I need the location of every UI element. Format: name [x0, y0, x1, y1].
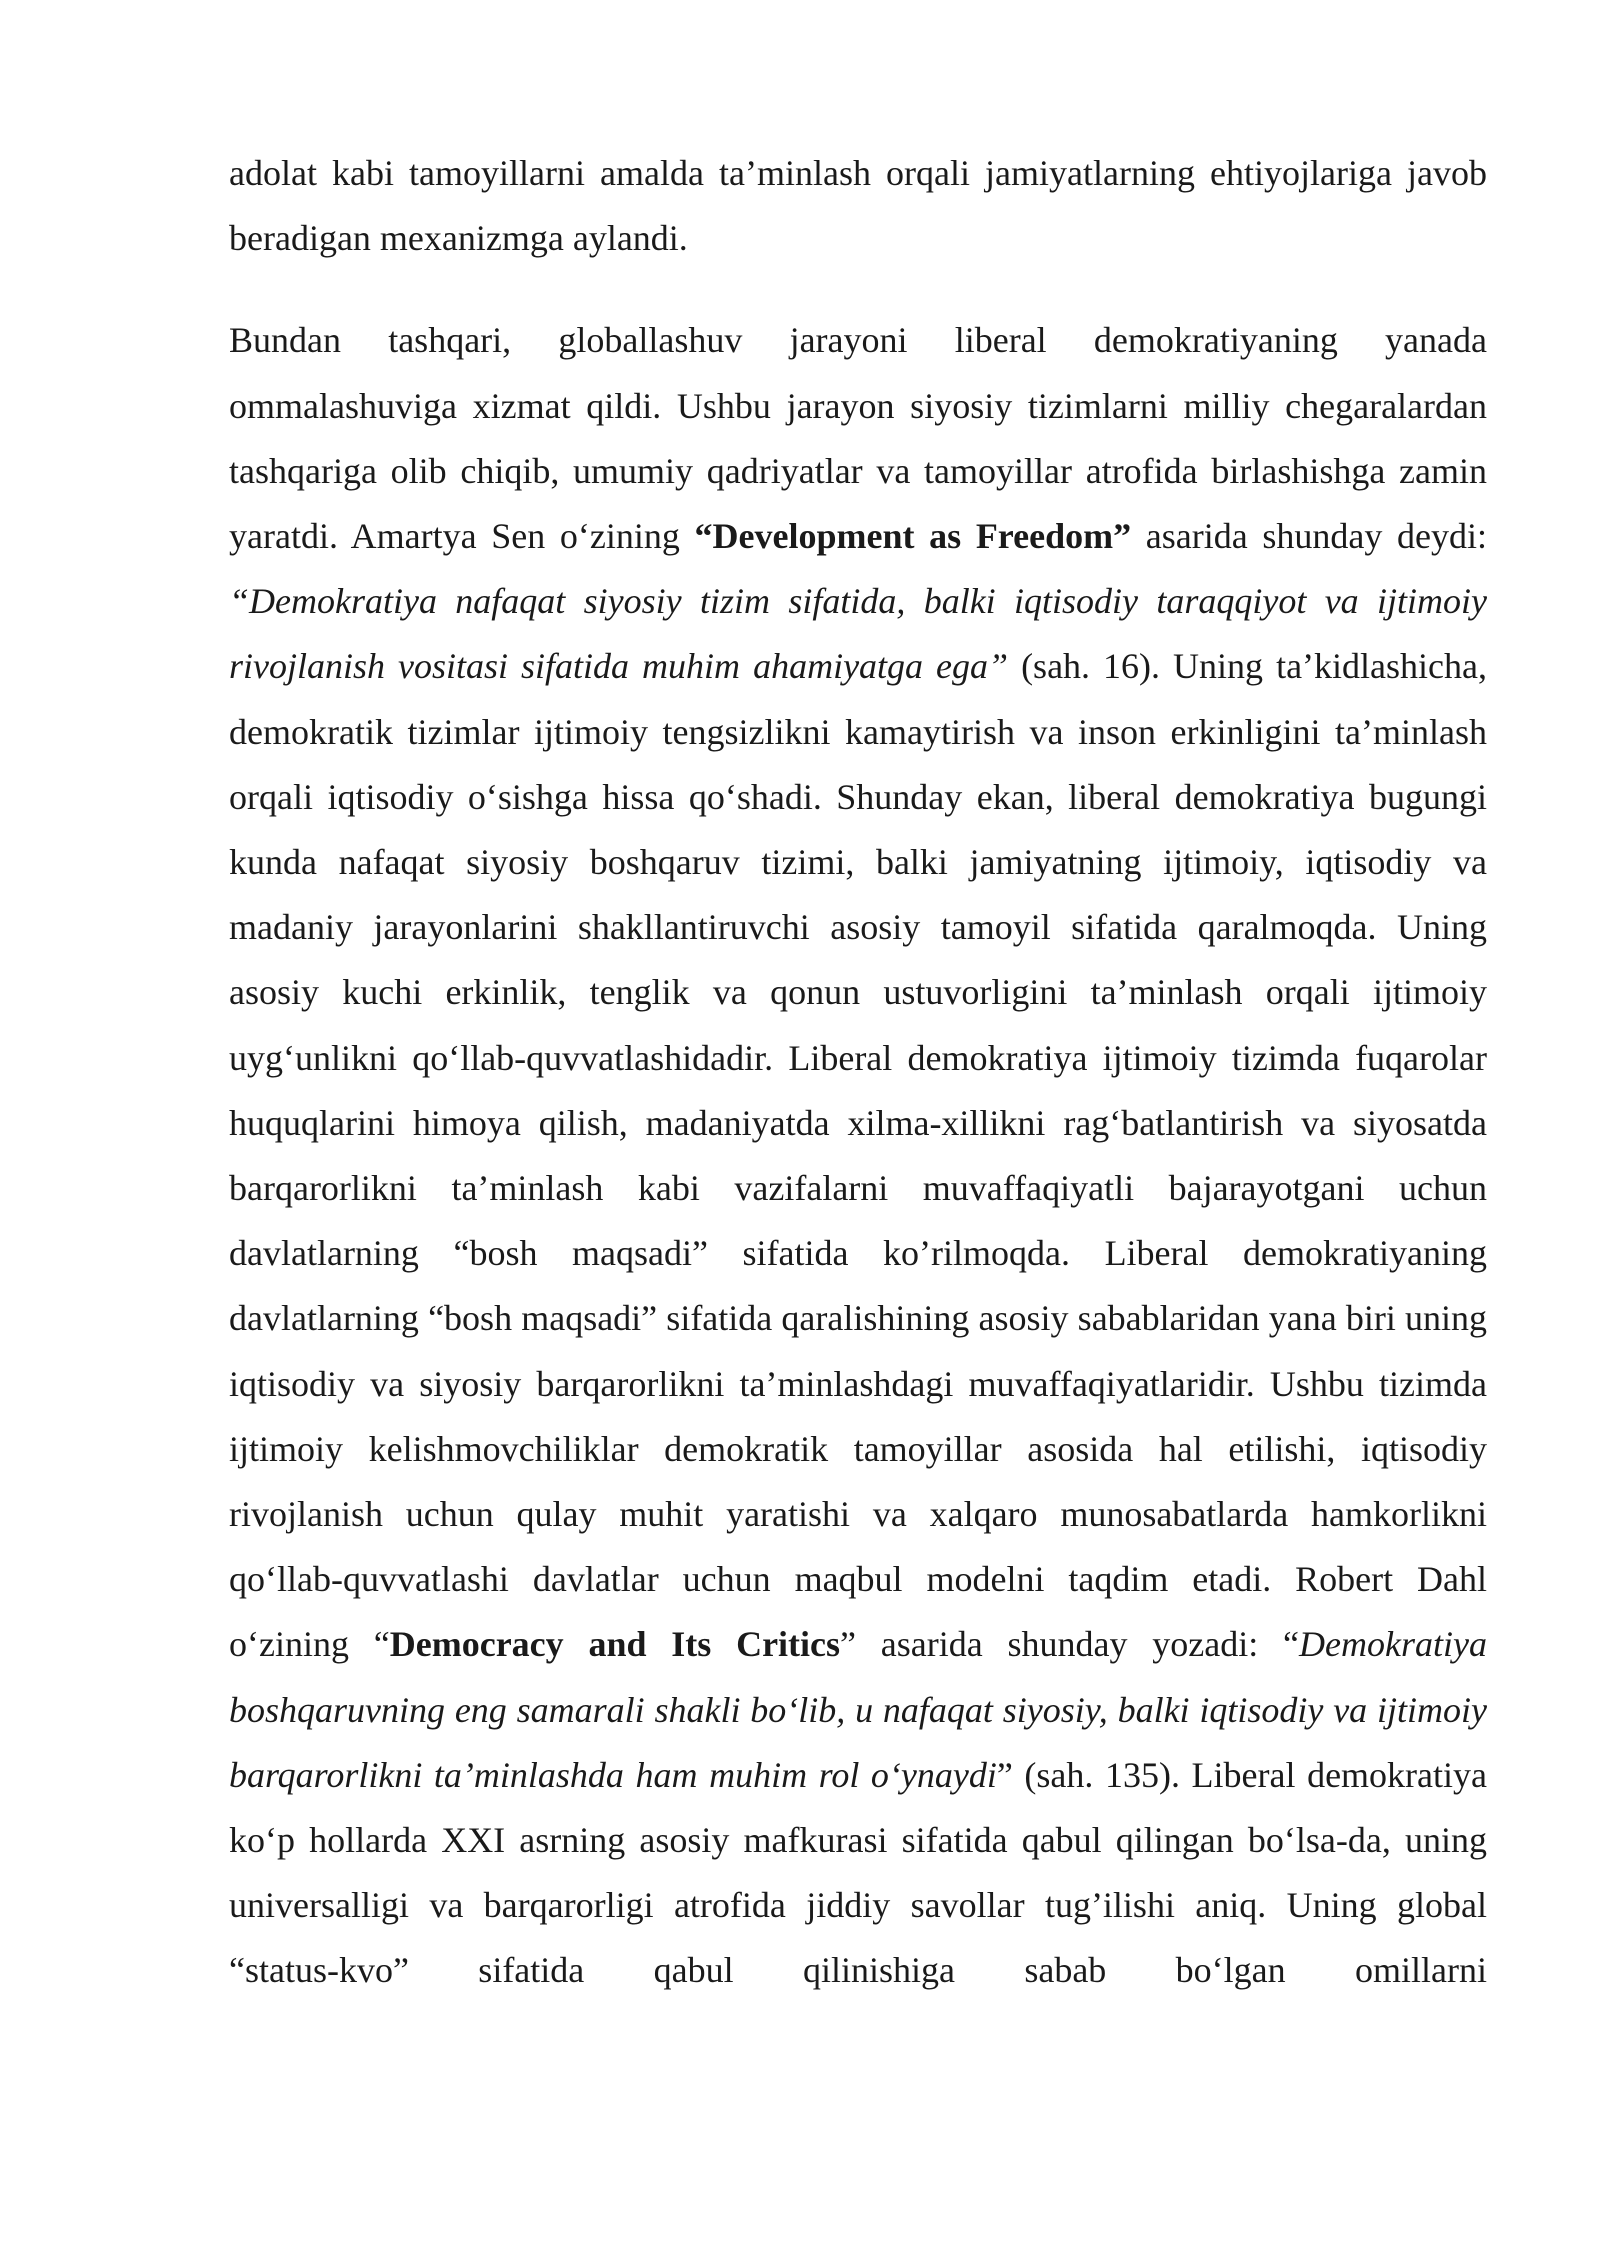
quote-amartya-sen: “Demokratiya nafaqat siyosiy tizim sifatida, balki iqtisodiy taraqqiyot va ijtimoiy rivojlanish vositasi sifatida muhim ahamiyatga ega” — [229, 581, 1487, 687]
paragraph-2-segment-4: ” asarida shunday yozadi: “ — [840, 1624, 1300, 1665]
paragraph-1-text: adolat kabi tamoyillarni amalda ta’minlash orqali jamiyatlarning ehtiyojlariga javob beradigan mexanizmga aylandi. — [229, 153, 1487, 259]
document-body — [229, 141, 1487, 2004]
paragraph-continuation — [229, 141, 1487, 271]
paragraph-2-segment-3: (sah. 16). Uning ta’kidlashicha, demokratik tizimlar ijtimoiy tengsizlikni kamaytirish va inson erkinligini ta’minlash orqali iqtisodiy o‘sishga hissa qo‘shadi. Shunday ekan, liberal demokratiya bugungi kunda nafaqat siyosiy boshqaruv tizimi, balki jamiyatning ijtimoiy, iqtisodiy va madaniy jarayonlarini shakllantiruvchi asosiy tamoyil sifatida qaralmoqda. Uning asosiy kuchi erkinlik, tenglik va qonun ustuvorligini ta’minlash orqali ijtimoiy uyg‘unlikni qo‘llab-quvvatlashidadir. Liberal demokratiya ijtimoiy tizimda fuqarolar huquqlarini himoya qilish, madaniyatda xilma-xillikni rag‘batlantirish va siyosatda barqarorlikni ta’minlash kabi vazifalarni muvaffaqiyatli bajarayotgani uchun davlatlarning “bosh maqsadi” sifatida ko’rilmoqda. Liberal demokratiyaning davlatlarning “bosh maqsadi” sifatida qaralishining asosiy sabablaridan yana biri uning iqtisodiy va siyosiy barqarorlikni ta’minlashdagi muvaffaqiyatlaridir. Ushbu tizimda ijtimoiy kelishmovchiliklar demokratik tamoyillar asosida hal etilishi, iqtisodiy rivojlanish uchun qulay muhit yaratishi va xalqaro munosabatlarda hamkorlikni qo‘llab-quvvatlashi davlatlar uchun maqbul modelni taqdim etadi. Robert Dahl o‘zining “ — [229, 646, 1487, 1665]
quote-robert-dahl: Demokratiya boshqaruvning eng samarali shakli bo‘lib, u nafaqat siyosiy, balki iqtisodiy va ijtimoiy barqarorlikni ta’minlashda ham muhim rol o‘ynaydi — [229, 1624, 1487, 1795]
paragraph-globalization — [229, 308, 1487, 2003]
paragraph-2-segment-5: ” (sah. 135). Liberal demokratiya ko‘p hollarda XXI asrning asosiy mafkurasi sifatida qabul qilingan bo‘lsa-da, uning universalligi va barqarorligi atrofida jiddiy savollar tug’ilishi aniq. Uning global “status-kvo” sifatida qabul qilinishiga sabab bo‘lgan omillarni — [229, 1754, 1488, 1991]
book-title-development-as-freedom: “Development as Freedom” — [694, 516, 1132, 557]
paragraph-2-segment-2: asarida shunday deydi: — [1131, 516, 1488, 557]
paragraph-2-segment-1: Bundan tashqari, globallashuv jarayoni liberal demokratiyaning yanada ommalashuviga xizmat qildi. Ushbu jarayon siyosiy tizimlarni milliy chegaralardan tashqariga olib chiqib, umumiy qadriyatlar va tamoyillar atrofida birlashishga zamin yaratdi. Amartya Sen o‘zining — [229, 320, 1487, 557]
book-title-democracy-and-its-critics: Democracy and Its Critics — [389, 1624, 841, 1665]
